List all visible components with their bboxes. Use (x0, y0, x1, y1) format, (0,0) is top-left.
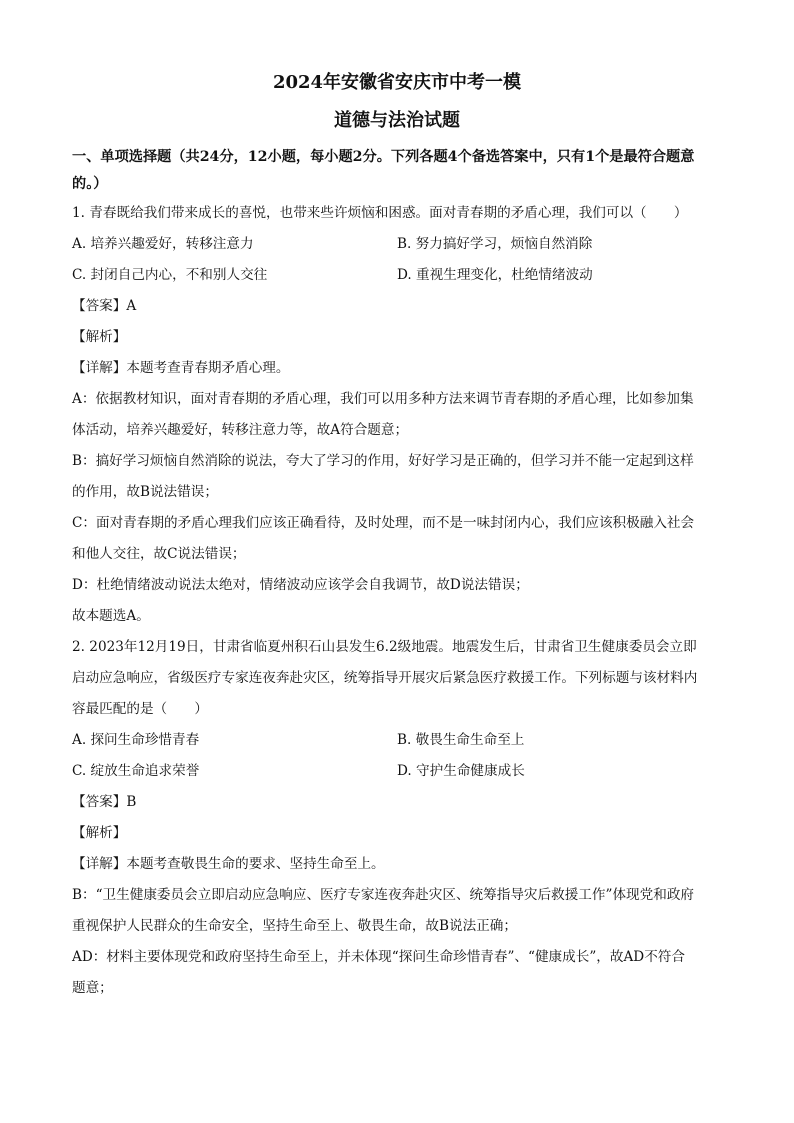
question-1-answer: 【答案】A (72, 298, 137, 314)
question-2-detail: 【详解】本题考查敬畏生命的要求、坚持生命至上。 (72, 856, 385, 872)
question-2-option-b: B. 敬畏生命生命至上 (397, 732, 525, 748)
question-1-explain-c-2: 和他人交往，故C说法错误； (72, 546, 246, 562)
document-title: 2024年安徽省安庆市中考一模 (272, 72, 522, 93)
document-page (72, 62, 722, 1004)
question-1-option-d: D. 重视生理变化，杜绝情绪波动 (397, 267, 593, 283)
question-2-answer: 【答案】B (72, 794, 137, 810)
section-heading: 一、单项选择题（共24分，12小题，每小题2分。下列各题4个备选答案中，只有1个是最符合题意的。） (72, 149, 695, 192)
question-2-stem-1: 2. 2023年12月19日，甘肃省临夏州积石山县发生6.2级地震。地震发生后，甘肃省卫生健康委员会立即 (72, 639, 697, 655)
question-1-explain-a-2: 体活动，培养兴趣爱好，转移注意力等，故A符合题意； (72, 422, 409, 438)
question-1-explain-b-1: B：搞好学习烦恼自然消除的说法，夸大了学习的作用，好好学习是正确的，但学习并不能一定起到这样 (72, 453, 694, 469)
question-1-option-a: A. 培养兴趣爱好，转移注意力 (72, 236, 254, 252)
question-2-stem-2: 启动应急响应，省级医疗专家连夜奔赴灾区，统筹指导开展灾后紧急医疗救援工作。下列标题与该材料内 (72, 670, 698, 686)
question-1-conclusion: 故本题选A。 (72, 608, 150, 624)
question-1-option-b: B. 努力搞好学习，烦恼自然消除 (397, 236, 593, 252)
question-2-option-a: A. 探问生命珍惜青春 (72, 732, 200, 748)
question-2-explain-ad-2: 题意； (72, 980, 113, 996)
question-1-explain-b-2: 的作用，故B说法错误； (72, 484, 218, 500)
question-2-options (72, 725, 722, 787)
question-2-explain-ad-1: AD：材料主要体现党和政府坚持生命至上，并未体现“探问生命珍惜青春”、“健康成长”，故AD不符合 (72, 949, 685, 965)
document-subtitle: 道德与法治试题 (334, 110, 460, 131)
question-2-analysis-label: 【解析】 (72, 825, 127, 841)
question-1-options (72, 229, 722, 291)
question-1-option-c: C. 封闭自己内心，不和别人交往 (72, 267, 268, 283)
question-1-explain-d: D：杜绝情绪波动说法太绝对，情绪波动应该学会自我调节，故D说法错误； (72, 577, 529, 593)
question-1-analysis-label: 【解析】 (72, 329, 127, 345)
question-1-explain-a-1: A：依据教材知识，面对青春期的矛盾心理，我们可以用多种方法来调节青春期的矛盾心理，比如参加集 (72, 391, 694, 407)
question-2-explain-b-2: 重视保护人民群众的生命安全，坚持生命至上、敬畏生命，故B说法正确； (72, 918, 517, 934)
question-2-explain-b-1: B：“卫生健康委员会立即启动应急响应、医疗专家连夜奔赴灾区、统筹指导灾后救援工作”体现党和政府 (72, 887, 695, 903)
question-1-detail: 【详解】本题考查青春期矛盾心理。 (72, 360, 290, 376)
question-1-explain-c-1: C：面对青春期的矛盾心理我们应该正确看待，及时处理，而不是一味封闭内心，我们应该积极融入社会 (72, 515, 695, 531)
question-1 (72, 198, 722, 632)
question-2-option-c: C. 绽放生命追求荣誉 (72, 763, 200, 779)
question-2-stem-3: 容最匹配的是（ ） (72, 701, 208, 717)
question-2 (72, 632, 722, 1004)
question-2-option-d: D. 守护生命健康成长 (397, 763, 525, 779)
question-1-stem: 1. 青春既给我们带来成长的喜悦，也带来些许烦恼和困惑。面对青春期的矛盾心理，我们可以（ ） (72, 205, 688, 221)
